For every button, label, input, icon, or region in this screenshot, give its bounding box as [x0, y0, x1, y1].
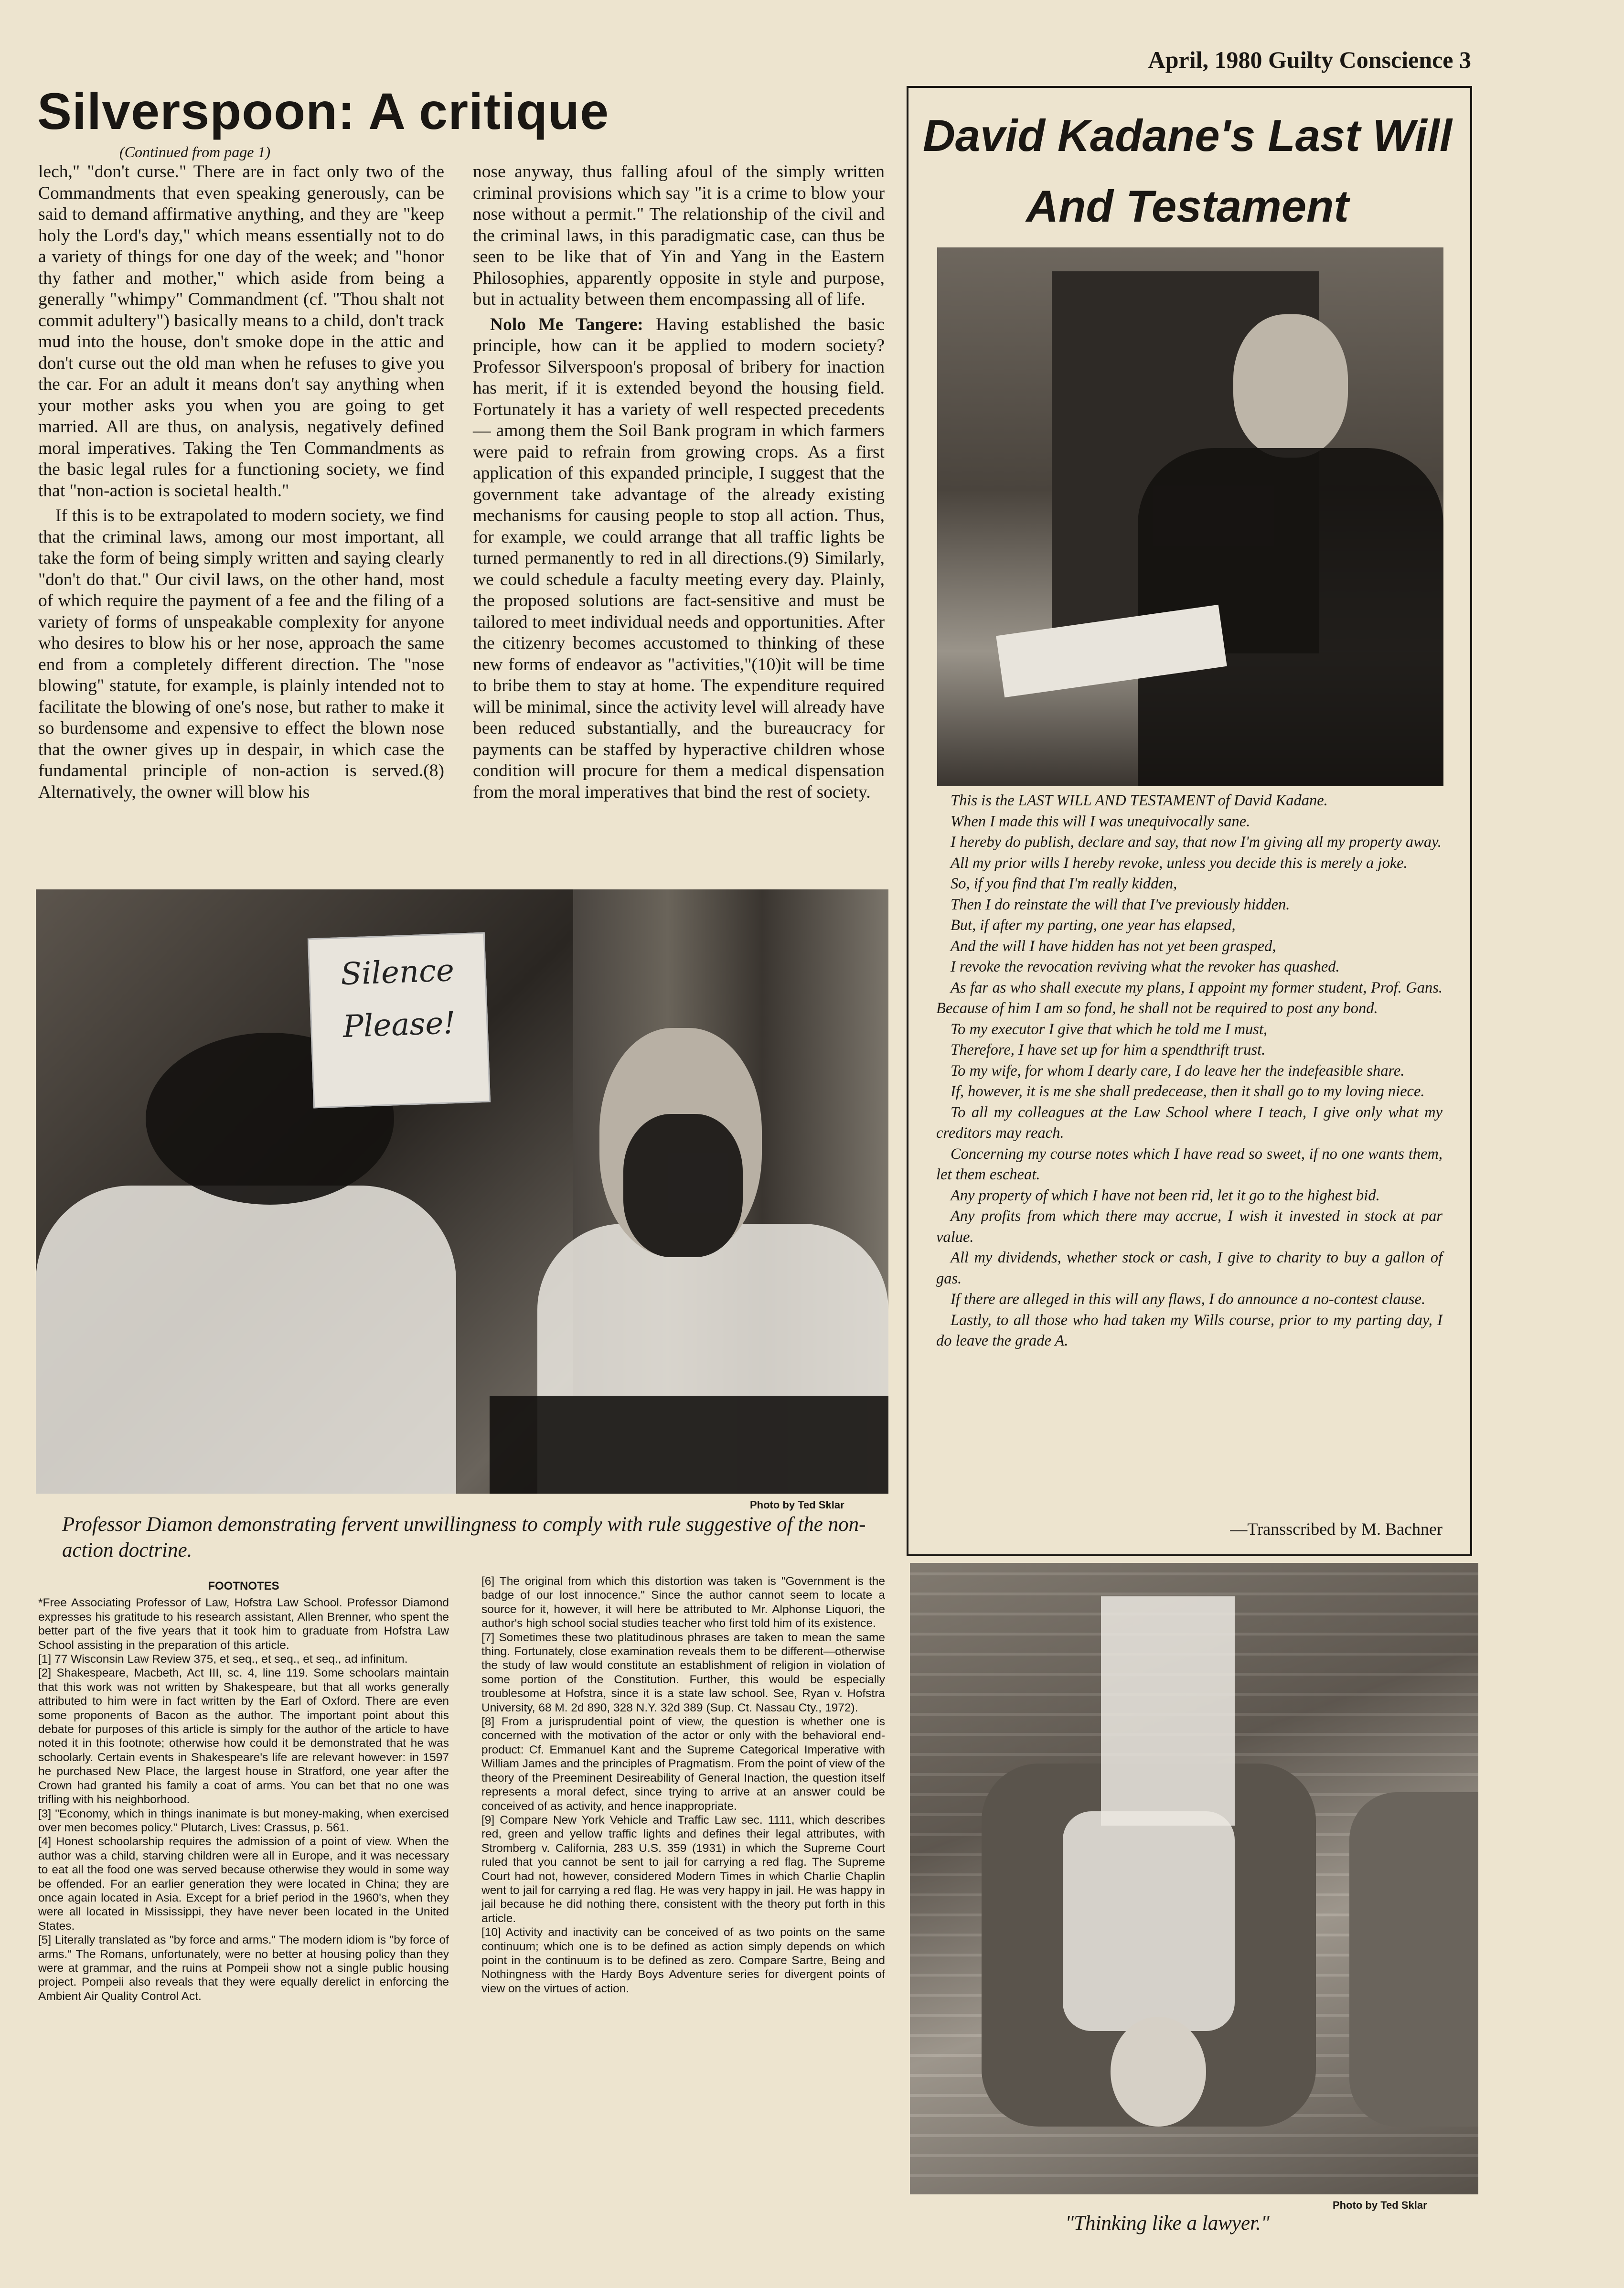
- photo-caption: Professor Diamon demonstrating fervent unwillingness to comply with rule suggestive of the non-action doctrine.: [62, 1513, 866, 1561]
- will-line: Lastly, to all those who had taken my Wills course, prior to my parting day, I do leave the grade A.: [936, 1311, 1442, 1349]
- will-line: All my dividends, whether stock or cash, I give to charity to buy a gallon of gas.: [936, 1249, 1442, 1287]
- continued-note: (Continued from page 1): [119, 143, 271, 160]
- kadane-photo: [937, 247, 1443, 786]
- paragraph: nose anyway, thus falling afoul of the simply written criminal provisions which say "it is a crime to blow your nose without a permit." The relationship of the civil and the criminal laws, in this paradigmatic case, can thus be seen to be like that of Yin and Yang in the Eastern Philosophies, apparently opposite in style and purpose, but in actuality between them encompassing all of life.: [473, 162, 885, 309]
- footnotes-heading: FOOTNOTES: [208, 1580, 279, 1593]
- footnote: [10] Activity and inactivity can be conceived of as two points on the same continuum; which one is to be defined as action simply depends on which point in the continuum is to be defined as zero. Compare Sartre, Being and Nothingness with the Hardy Boys Adventure series for divergent points of view on the virtues of action.: [481, 1926, 885, 1995]
- will-line: To my executor I give that which he told me I must,: [951, 1020, 1268, 1038]
- will-line: Any property of which I have not been rid, let it go to the highest bid.: [951, 1187, 1380, 1204]
- armchair-photo: [910, 1563, 1478, 2194]
- second-armchair: [1349, 1792, 1478, 2127]
- page-header: April, 1980 Guilty Conscience 3: [1148, 46, 1471, 73]
- photo-caption: "Thinking like a lawyer.": [1065, 2212, 1270, 2235]
- paragraph: [473, 314, 885, 803]
- student-head: [1111, 2017, 1206, 2127]
- kadane-face: [1233, 314, 1348, 458]
- will-line: And the will I have hidden has not yet been grasped,: [951, 937, 1276, 955]
- student-torso: [1063, 1811, 1235, 2031]
- will-line: As far as who shall execute my plans, I appoint my former student, Prof. Gans. Because of him I am so fond, he shall not be required to post any bond.: [936, 979, 1442, 1017]
- footnote: [9] Compare New York Vehicle and Traffic Law sec. 1111, which describes red, green and yellow traffic lights and defines their legal attributes, with Stromberg v. California, 283 U.S. 359 (1931) in which the Supreme Court ruled that you cannot be sent to jail for carrying a red flag. The Supreme Court had not, however, considered Modern Times in which Charlie Chaplin went to jail for carrying a red flag. He was very happy in jail. He was happy in jail because he did nothing there, consistent with the theory put forth in this article.: [481, 1813, 885, 1925]
- paragraph: lech," "don't curse." There are in fact only two of the Commandments that even speaking generously, can be said to demand affirmative anything, and they are "keep holy the Lord's day," which means essentially not to do a variety of things for one day of the week; and "honor thy father and mother," which aside from being a generally "whimpy" Commandment (cf. "Thou shalt not commit adultery") basically means to a child, don't track mud into the house, don't smoke dope in the attic and don't curse out the old man when he refuses to give you the car. For an adult it means don't say anything when your mother asks you when you are going to get married. All are thus, on analysis, negatively defined moral imperatives. Taking the Ten Commandments as the basic legal rules for a functioning society, we find that "non-action is societal health.": [38, 162, 444, 501]
- will-line: So, if you find that I'm really kidden,: [951, 875, 1177, 892]
- sign-line: Please!: [342, 1005, 457, 1045]
- footnotes-column-2: [481, 1574, 885, 1996]
- footnote: [6] The original from which this distortion was taken is "Government is the badge of our lost innocence." Since the author cannot seem to locate a source for it, however, it will here be attributed to Mr. Alphonse Liquori, the author's high school social studies teacher who first told him of its existence.: [481, 1575, 885, 1630]
- will-title: [907, 100, 1468, 242]
- will-line: This is the LAST WILL AND TESTAMENT of David Kadane.: [951, 792, 1328, 809]
- photo-credit: Photo by Ted Sklar: [1333, 2199, 1427, 2211]
- will-line: To my wife, for whom I dearly care, I do leave her the indefeasible share.: [951, 1062, 1405, 1080]
- silence-sign: [308, 932, 491, 1109]
- transcription-credit: —Transscribed by M. Bachner: [1230, 1519, 1442, 1539]
- will-title-line: And Testament: [1026, 181, 1349, 231]
- footnote: [8] From a jurisprudential point of view, the question is whether one is concerned with the motivation of the actor or only with the behavioral end-product: Cf. Emmanuel Kant and the Supreme Categorical Imperative with William James and the principles of Pragmatism. From the point of view of the theory of the Preeminent Desireability of General Inaction, the question itself represents a moral defect, since trying to arrive at an answer could be conceived of as activity, and hence inappropriate.: [481, 1715, 885, 1813]
- photo-credit: Photo by Ted Sklar: [750, 1499, 844, 1511]
- will-line: All my prior wills I hereby revoke, unless you decide this is merely a joke.: [951, 854, 1408, 872]
- will-line: I revoke the revocation reviving what the revoker has quashed.: [951, 958, 1340, 975]
- footnotes-column-1: [38, 1579, 449, 2003]
- sign-line: Silence: [340, 952, 455, 993]
- will-line: But, if after my parting, one year has elapsed,: [951, 917, 1236, 934]
- will-line: To all my colleagues at the Law School where I teach, I give only what my creditors may reach.: [936, 1103, 1442, 1142]
- will-line: Therefore, I have set up for him a spendthrift trust.: [951, 1041, 1266, 1058]
- footnote: [2] Shakespeare, Macbeth, Act III, sc. 4, line 119. Some schoolars maintain that this work was not written by Shakespeare, but that all works generally attributed to him were in fact written by the Earl of Oxford. There are even some proponents of Bacon as the author. The important point about this debate for purposes of this article is simply for the author of the article to have noted it in this footnote; otherwise how could it be demonstrated that he was schoolarly. Certain events in Shakespeare's life are relevant however: in 1597 he purchased New Place, the largest house in Stratford, one year after the Crown had granted his family a coat of arms. You can bet that no one was trifling with his neighborhood.: [38, 1667, 449, 1807]
- will-text: [936, 791, 1442, 1352]
- article-column-1: [38, 161, 444, 803]
- footnote: [5] Literally translated as "by force and arms." The modern idiom is "by force of arms." The Romans, unfortunately, were no better at housing policy than they were at grammar, and the ruins at Pompeii show not a single public housing project. Pompeii also reveals that they were equally derelict in enforcing the Ambient Air Quality Control Act.: [38, 1934, 449, 2003]
- will-line: I hereby do publish, declare and say, that now I'm giving all my property away.: [951, 834, 1442, 851]
- will-line: If, however, it is me she shall predecease, then it shall go to my loving niece.: [951, 1083, 1425, 1100]
- footnote: *Free Associating Professor of Law, Hofstra Law School. Professor Diamond expresses his gratitude to his research assistant, Allen Brenner, who spent the better part of the five years that it took him to graduate from Hofstra Law School assisting in the preparation of this article.: [38, 1596, 449, 1652]
- will-title-line: David Kadane's Last Will: [922, 110, 1453, 160]
- student-figure: [36, 1186, 456, 1494]
- desk: [490, 1396, 888, 1494]
- paragraph-text: Having established the basic principle, how can it be applied to modern society? Professor Silverspoon's proposal of bribery for inaction has merit, if it is extended beyond the housing field. Fortunately it has a variety of well respected precedents — among them the Soil Bank program in which farmers were paid to refrain from growing crops. As a first application of this expanded principle, I suggest that the government take advantage of the already existing mechanisms for causing people to stop all action. Thus, for example, we could arrange that all traffic lights be turned permanently to red in all directions.(9) Similarly, we could schedule a faculty meeting every day. Plainly, the proposed solutions are fact-sensitive and must be tailored to meet individual needs and opportunities. After the citizenry becomes accustomed to thinking of these new forms of endeavor as "activities,"(10)it will be time to bribe them to stay at home. The expenditure required will be minimal, since the activity level will already have been reduced substantially, and the bureaucracy for payments can be staffed by hyperactive children whose condition will procure for them a medical dispensation from the moral imperatives that bind the rest of society.: [473, 314, 885, 802]
- professor-beard: [623, 1114, 743, 1257]
- footnote: [3] "Economy, which in things inanimate is but money-making, when exercised over men becomes policy." Plutarch, Lives: Crassus, p. 561.: [38, 1807, 449, 1834]
- will-line: When I made this will I was unequivocally sane.: [951, 813, 1250, 830]
- section-lead: Nolo Me Tangere:: [490, 314, 643, 334]
- footnote: [7] Sometimes these two platitudinous phrases are taken to mean the same thing. Fortunately, close examination reveals them to be different—otherwise the study of law would constitute an establishment of religion in violation of some portion of the Constitution. Further, this would be especially troublesome at Hofstra, since it is a state law school. See, Ryan v. Hofstra University, 68 M. 2d 890, 328 N.Y. 32d 389 (Sup. Ct. Nassau Cty., 1972).: [481, 1631, 885, 1714]
- will-line: Concerning my course notes which I have read so sweet, if no one wants them, let them escheat.: [936, 1145, 1442, 1183]
- article-column-2: [473, 161, 885, 803]
- student-legs: [1101, 1596, 1235, 1826]
- footnote: [4] Honest schoolarship requires the admission of a point of view. When the author was a child, starving children were all in Europe, and it was necessary to eat all the food one was served because otherwise they would in some way be offended. For an earlier generation they were located in China; they are once again located in Asia. Except for a brief period in the 1960's, when they were all located in Mississippi, they have never been located in the United States.: [38, 1835, 449, 1933]
- footnote: [1] 77 Wisconsin Law Review 375, et seq., et seq., et seq., ad infinitum.: [38, 1653, 408, 1666]
- will-line: Then I do reinstate the will that I've previously hidden.: [951, 896, 1290, 913]
- article-title: Silverspoon: A critique: [37, 82, 609, 140]
- will-line: If there are alleged in this will any flaws, I do announce a no-contest clause.: [951, 1291, 1426, 1308]
- paragraph: If this is to be extrapolated to modern society, we find that the criminal laws, among our most important, all take the form of being simply written and saying clearly "don't do that." Our civil laws, on the other hand, most of which require the payment of a fee and the filing of a variety of forms of unspeakable complexity for anyone who desires to blow his or her nose, approach the same end from a completely different direction. The "nose blowing" statute, for example, is plainly intended not to facilitate the blowing of one's nose, but rather to make it so burdensome and expensive to effect the blown nose that the owner gives up in despair, in which case the fundamental principle of non-action is served.(8) Alternatively, the owner will blow his: [38, 506, 444, 802]
- will-line: Any profits from which there may accrue, I wish it invested in stock at par value.: [936, 1208, 1442, 1246]
